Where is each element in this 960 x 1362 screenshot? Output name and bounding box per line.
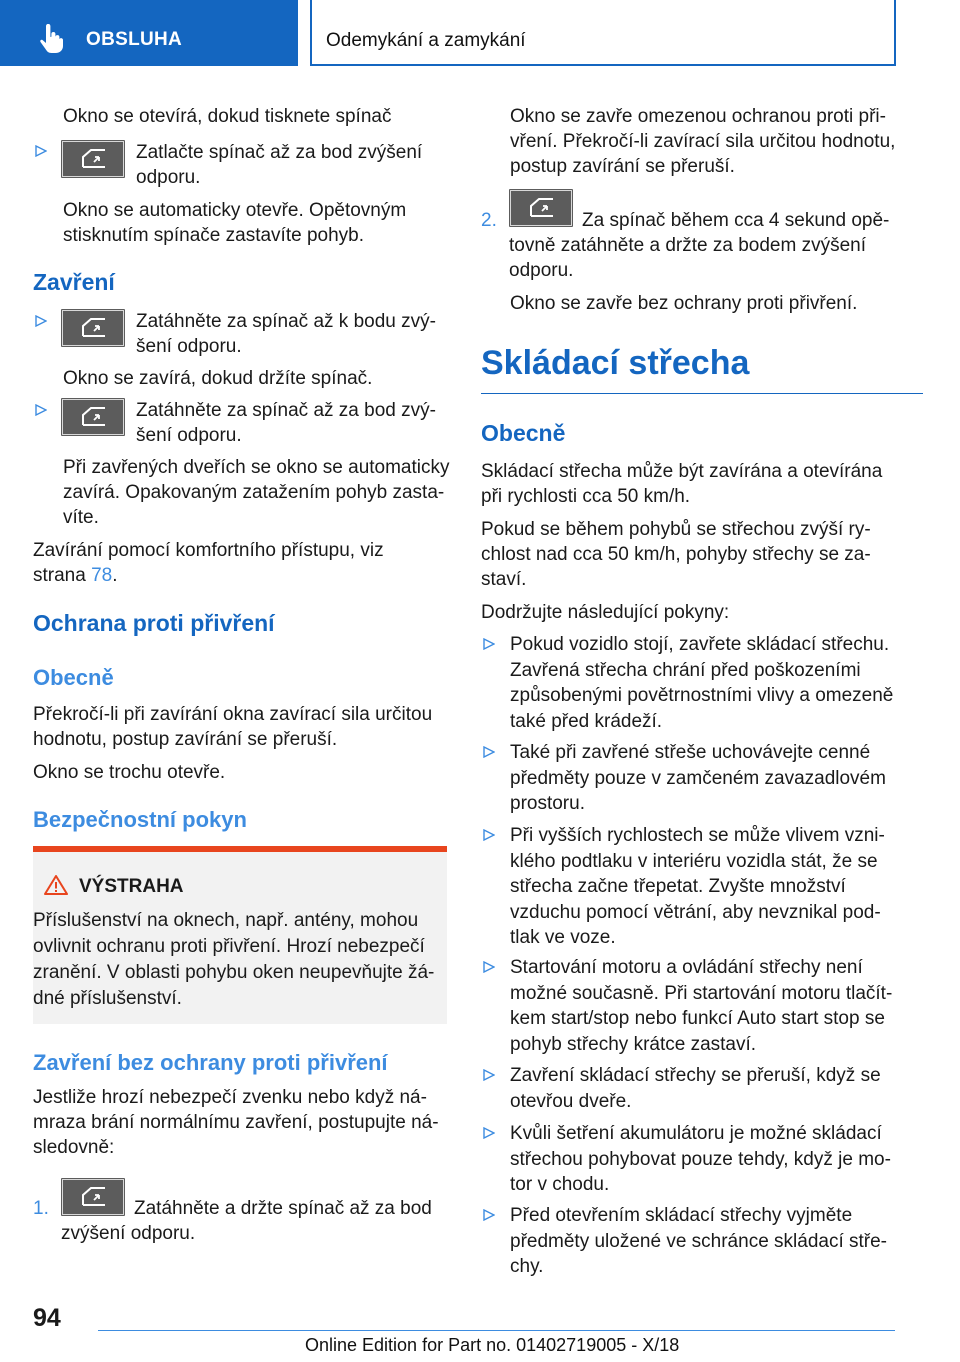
- list-item-text: Zatlačte spínač až za bod zvýšení: [136, 142, 423, 163]
- heading-close-without-protection: Zavření bez ochrany proti přivření: [33, 1050, 388, 1075]
- list-item-text: možné současně. Při startování motoru tlačít-: [510, 982, 893, 1004]
- paragraph: vření. Překročí-li zavírací sila určitou hodnotu,: [510, 131, 896, 152]
- step-text: tovně zatáhněte a držte za bodem zvýšení: [509, 235, 866, 256]
- heading-general: Obecně: [33, 665, 114, 690]
- list-triangle-icon: [483, 961, 495, 973]
- paragraph: chlost nad cca 50 km/h, pohyby střechy se za-: [481, 544, 871, 565]
- step-text: odporu.: [509, 260, 574, 281]
- paragraph: Dodržujte následující pokyny:: [481, 602, 730, 623]
- window-switch-icon: [61, 1178, 125, 1216]
- list-item-text: prostoru.: [510, 793, 585, 814]
- heading-general: Obecně: [481, 420, 566, 446]
- list-item-text: odporu.: [136, 167, 201, 188]
- list-triangle-icon: [35, 315, 47, 327]
- paragraph: staví.: [481, 569, 527, 590]
- list-item-text: Při vyšších rychlostech se může vlivem vzni-: [510, 825, 885, 846]
- step-number: 1.: [33, 1198, 49, 1219]
- warning-text: Příslušenství na oknech, např. antény, mohou ovlivnit ochranu proti přivření. Hrozí nebezpečí zranění. V oblasti pohybu oken neupevňujte žá- dné příslušenství.: [33, 910, 435, 1009]
- step-text: Zatáhněte a držte spínač až za bod: [134, 1198, 432, 1219]
- heading-pinch-protection: Ochrana proti přivření: [33, 610, 275, 636]
- paragraph: při rychlosti cca 50 km/h.: [481, 486, 691, 507]
- hand-pointer-icon: [38, 24, 66, 54]
- list-item-text: chy.: [510, 1256, 544, 1277]
- list-triangle-icon: [483, 1209, 495, 1221]
- paragraph: Jestliže hrozí nebezpečí zvenku nebo když ná-: [33, 1087, 427, 1108]
- page-link[interactable]: 78: [91, 565, 113, 586]
- paragraph: zavírá. Opakovaným zatažením pohyb zasta-: [63, 482, 445, 503]
- chapter-tab[interactable]: [0, 0, 298, 66]
- paragraph: víte.: [63, 507, 99, 528]
- heading-underline: [481, 393, 923, 394]
- list-item-text: Kvůli šetření akumulátoru je možné skládací: [510, 1123, 882, 1144]
- paragraph: stisknutím spínače zastavíte pohyb.: [63, 225, 364, 246]
- window-switch-icon: [61, 398, 125, 436]
- step-text: Za spínač během cca 4 sekund opě-: [582, 210, 890, 231]
- list-triangle-icon: [483, 638, 495, 650]
- step-number: 2.: [481, 210, 497, 231]
- paragraph: Okno se trochu otevře.: [33, 762, 226, 783]
- list-item-text: kem start/stop nebo funkcí Auto start stop se: [510, 1008, 885, 1029]
- list-item-text: střechou pohybovat pouze tehdy, když je mo-: [510, 1148, 891, 1170]
- list-item-text: střecha začne třepetat. Zvyšte množství: [510, 876, 846, 897]
- list-item-text: otevřou dveře.: [510, 1090, 632, 1112]
- heading-folding-roof: Skládací střecha: [481, 344, 750, 382]
- list-item-text: šení odporu.: [136, 336, 242, 357]
- list-item-text: způsobenými povětrnostními vlivy a omezeně: [510, 685, 894, 706]
- paragraph: Pokud se během pohybů se střechou zvýší ry-: [481, 519, 871, 540]
- paragraph: hodnotu, postup zavírání se přeruší.: [33, 729, 338, 750]
- list-triangle-icon: [35, 404, 47, 416]
- list-item-text: tlak ve voze.: [510, 927, 616, 948]
- chapter-label: OBSLUHA: [86, 29, 183, 50]
- window-switch-icon: [509, 189, 573, 227]
- paragraph: mraza brání normálnímu zavření, postupujte ná-: [33, 1112, 439, 1133]
- list-item-text: také před krádeží.: [510, 710, 663, 732]
- warning-title: VÝSTRAHA: [79, 876, 184, 897]
- page-number: 94: [33, 1304, 61, 1332]
- list-item-text: předměty pouze v zamčeném zavazadlovém: [510, 767, 886, 789]
- list-triangle-icon: [483, 1069, 495, 1081]
- paragraph: Zavírání pomocí komfortního přístupu, viz: [33, 540, 384, 561]
- paragraph: strana 78.: [33, 565, 118, 586]
- warning-triangle-icon: [43, 874, 69, 896]
- list-triangle-icon: [483, 829, 495, 841]
- list-item-text: Zatáhněte za spínač až k bodu zvý-: [136, 311, 436, 332]
- paragraph: Překročí-li při zavírání okna zavírací sila určitou: [33, 704, 433, 725]
- edition-note: Online Edition for Part no. 01402719005 - X/18: [305, 1335, 680, 1355]
- list-item-text: Pokud vozidlo stojí, zavřete skládací střechu.: [510, 634, 890, 655]
- list-item-text: pohyb střechy krátce zastaví.: [510, 1033, 757, 1055]
- paragraph: Okno se zavře omezenou ochranou proti při-: [510, 106, 886, 127]
- list-triangle-icon: [483, 1127, 495, 1139]
- list-triangle-icon: [483, 746, 495, 758]
- paragraph: Při zavřených dveřích se okno se automaticky: [63, 457, 450, 478]
- window-switch-icon: [61, 140, 125, 178]
- paragraph: Skládací střecha může být zavírána a otevírána: [481, 461, 883, 482]
- list-item-text: tor v chodu.: [510, 1174, 610, 1195]
- list-item-text: Zatáhněte za spínač až za bod zvý-: [136, 400, 436, 421]
- list-item-text: šení odporu.: [136, 425, 242, 446]
- list-item-text: Startování motoru a ovládání střechy není: [510, 957, 863, 978]
- list-item-text: Zavřená střecha chrání před poškozeními: [510, 659, 861, 681]
- warning-box: [33, 846, 447, 1024]
- section-title: Odemykání a zamykání: [326, 30, 526, 51]
- heading-safety-note: Bezpečnostní pokyn: [33, 807, 247, 832]
- list-item-text: předměty uložené ve schránce skládací stře-: [510, 1230, 888, 1252]
- paragraph: Okno se automaticky otevře. Opětovným: [63, 200, 407, 221]
- list-item-text: klého podtlaku v interiéru vozidla stát, že se: [510, 850, 878, 872]
- list-item-text: vzduchu pomocí větrání, aby nevznikal pod-: [510, 901, 881, 923]
- paragraph: Okno se zavírá, dokud držíte spínač.: [63, 368, 373, 389]
- paragraph: sledovně:: [33, 1137, 115, 1158]
- window-switch-icon: [61, 309, 125, 347]
- list-item-text: Zavření skládací střechy se přeruší, když se: [510, 1065, 881, 1086]
- list-item-text: Před otevřením skládací střechy vyjměte: [510, 1205, 853, 1226]
- paragraph: postup zavírání se přeruší.: [510, 156, 735, 177]
- list-item-text: Také při zavřené střeše uchovávejte cenné: [510, 742, 871, 763]
- footer-rule: [98, 1330, 895, 1331]
- paragraph: Okno se zavře bez ochrany proti přivření.: [510, 293, 858, 314]
- step-text: zvýšení odporu.: [61, 1223, 196, 1244]
- heading-close: Zavření: [33, 269, 115, 295]
- list-triangle-icon: [35, 145, 47, 157]
- paragraph: Okno se otevírá, dokud tisknete spínač: [63, 106, 392, 127]
